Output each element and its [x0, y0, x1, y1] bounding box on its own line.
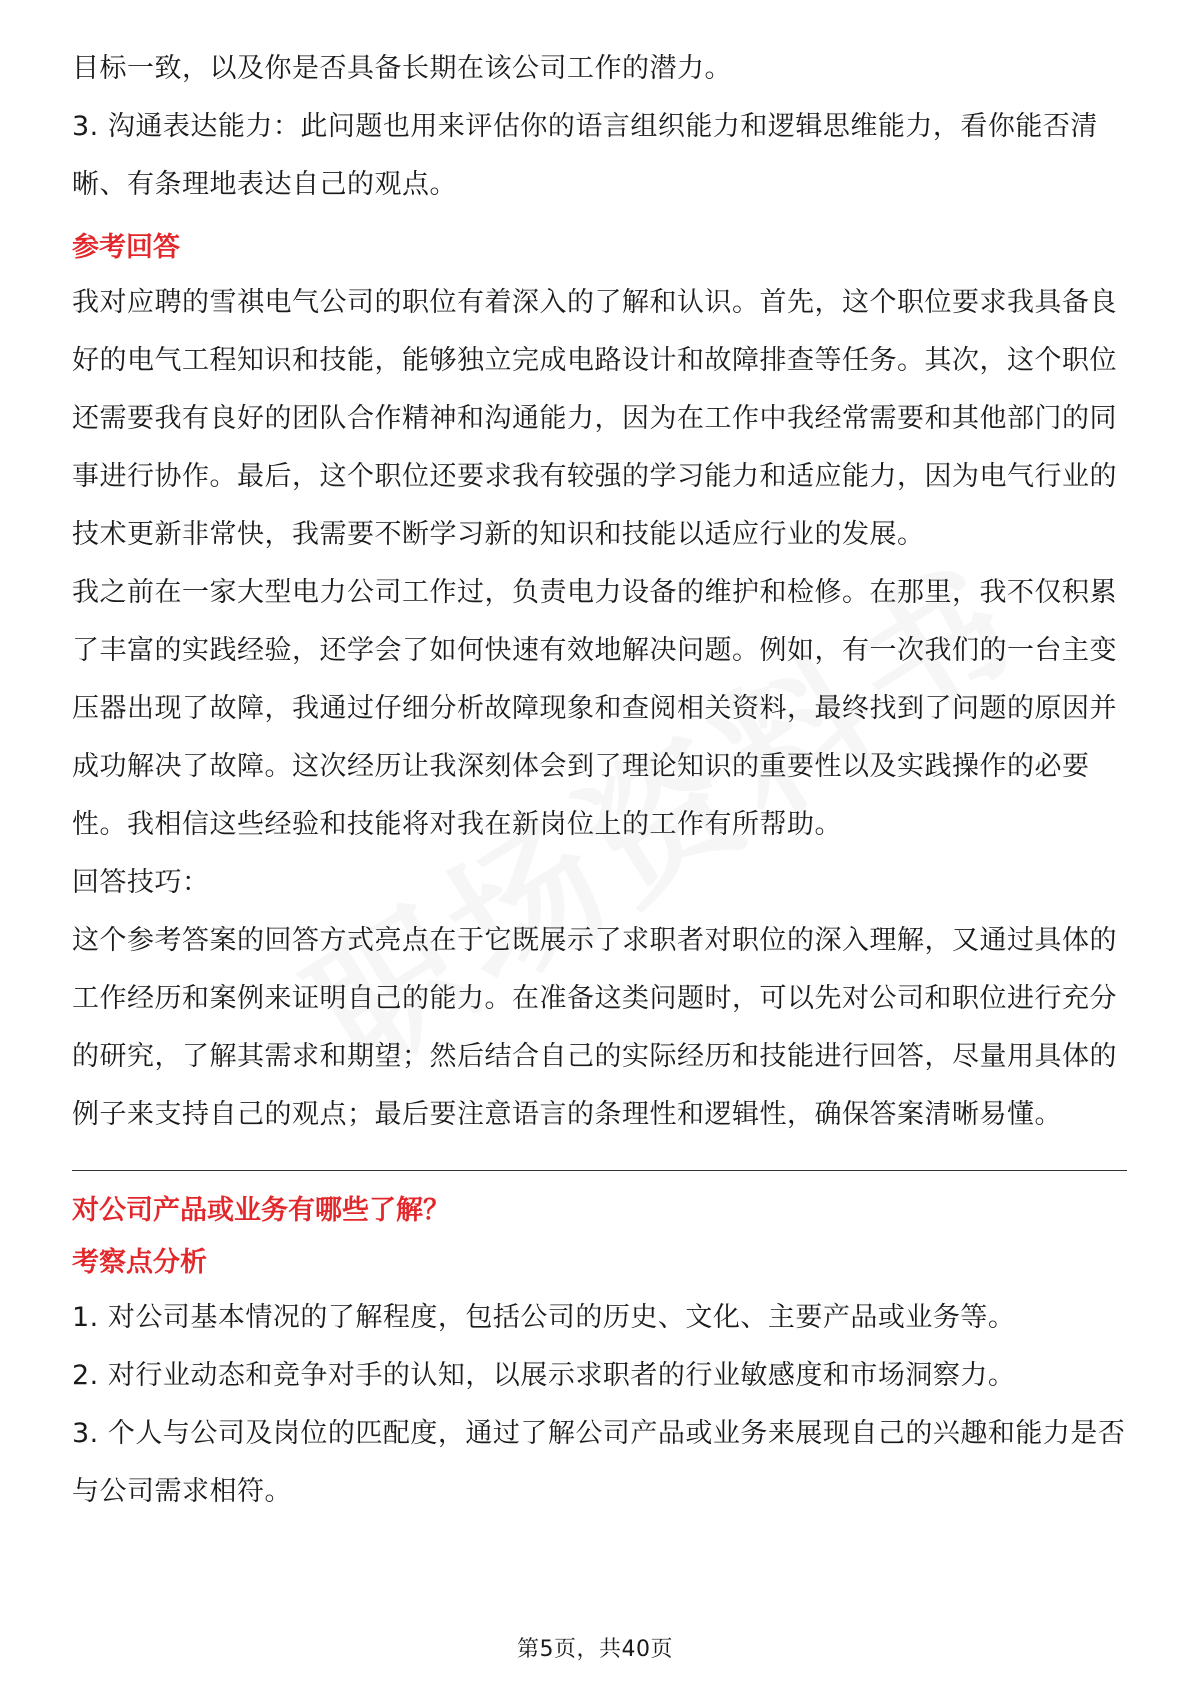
reference-answer-paragraph-1: 我对应聘的雪祺电气公司的职位有着深入的了解和认识。首先，这个职位要求我具备良好的电气工程知识和技能，能够独立完成电路设计和故障排查等任务。其次，这个职位还需要我有良好的团队合作精神和沟通能力，因为在工作中我经常需要和其他部门的同事进行协作。最后，这个职位还要求我有较强的学习能力和适应能力，因为电气行业的技术更新非常快，我需要不断学习新的知识和技能以适应行业的发展。 — [72, 287, 1117, 550]
question-title: 对公司产品或业务有哪些了解？ — [72, 1195, 450, 1226]
page-number: 第5页，共40页 — [517, 1637, 673, 1662]
analysis-item-2: 2. 对行业动态和竞争对手的认知，以展示求职者的行业敏感度和市场洞察力。 — [72, 1360, 1016, 1391]
answer-tips-label: 回答技巧： — [72, 867, 210, 898]
reference-answer-paragraph-2: 我之前在一家大型电力公司工作过，负责电力设备的维护和检修。在那里，我不仅积累了丰富的实践经验，还学会了如何快速有效地解决问题。例如，有一次我们的一台主变压器出现了故障，我通过仔细分析故障现象和查阅相关资料，最终找到了问题的原因并成功解决了故障。这次经历让我深刻体会到了理论知识的重要性以及实践操作的必要性。我相信这些经验和技能将对我在新岗位上的工作有所帮助。 — [72, 577, 1117, 840]
analysis-heading: 考察点分析 — [72, 1247, 207, 1278]
paragraph-point-3: 3. 沟通表达能力：此问题也用来评估你的语言组织能力和逻辑思维能力，看你能否清晰、有条理地表达自己的观点。 — [72, 111, 1098, 200]
answer-tips-paragraph: 这个参考答案的回答方式亮点在于它既展示了求职者对职位的深入理解，又通过具体的工作经历和案例来证明自己的能力。在准备这类问题时，可以先对公司和职位进行充分的研究，了解其需求和期望；然后结合自己的实际经历和技能进行回答，尽量用具体的例子来支持自己的观点；最后要注意语言的条理性和逻辑性，确保答案清晰易懂。 — [72, 925, 1117, 1130]
analysis-item-3: 3. 个人与公司及岗位的匹配度，通过了解公司产品或业务来展现自己的兴趣和能力是否与公司需求相符。 — [72, 1418, 1126, 1507]
reference-answer-heading: 参考回答 — [72, 232, 180, 263]
analysis-item-1: 1. 对公司基本情况的了解程度，包括公司的历史、文化、主要产品或业务等。 — [72, 1302, 1016, 1333]
document-page — [72, 40, 1127, 1521]
section-divider — [72, 1170, 1127, 1171]
paragraph-continuation: 目标一致，以及你是否具备长期在该公司工作的潜力。 — [72, 53, 732, 84]
